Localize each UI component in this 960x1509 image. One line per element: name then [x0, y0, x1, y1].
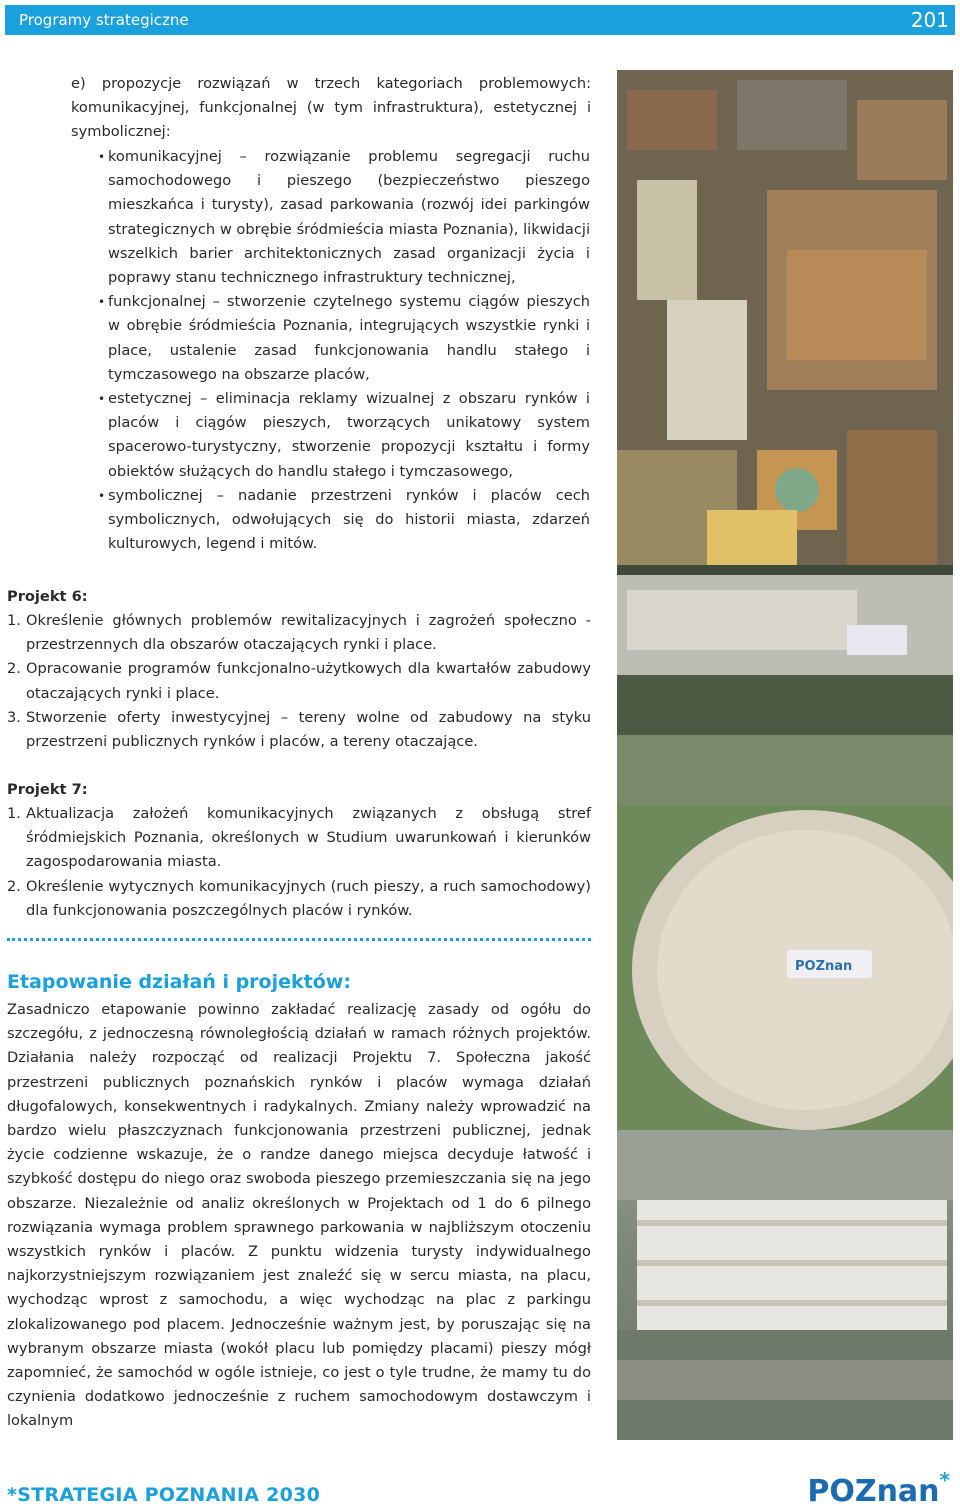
poznan-logo — [807, 1468, 950, 1509]
page-header — [5, 5, 955, 35]
list-item: 1. Określenie głównych problemów rewitalizacyjnych i zagrożeń społeczno - przestrzennych dla obszarów otaczających rynki i place. — [7, 612, 591, 654]
bullet-item: • komunikacyjnej – rozwiązanie problemu segregacji ruchu samochodowego i pieszego (bezpieczeństwo pieszego mieszkańca i turysty), zasad parkowania (rozwój idei parkingów strategicznych w obrębie śródmieścia miasta Poznania), likwidacji wszelkich barier architektonicznych zasad organizacji życia i poprawy stanu technicznego infrastruktury technicznej, — [108, 145, 590, 290]
section-title: Programy strategiczne — [19, 11, 189, 29]
category-bullet-list — [108, 145, 590, 556]
etapowanie-paragraph: Zasadniczo etapowanie powinno zakładać realizację zasady od ogółu do szczegółu, z jednoczesną równoległością działań w ramach różnych projektów. Działania należy rozpocząć od realizacji Projektu 7. Społeczna jakość przestrzeni publicznych poznańskich rynków i placów wymaga działań długofalowych, konsekwentnych i radykalnych. Zmiany należy wprowadzić na bardzo wielu płaszczyznach funkcjonowania przestrzeni publicznej, jednak życie codzienne wskazuje, że o randze danego miejsca decyduje łatwość i szybkość dostępu do niego oraz swoboda pieszego przemieszczania się na jego obszarze. Niezależnie od analiz określonych w Projektach od 1 do 6 pilnego rozwiązania wymaga problem sprawnego parkowania w najbliższym otoczeniu wszystkich rynków i placów. Z punktu widzenia turysty indywidualnego najkorzystniejszym rozwiązaniem jest znaleźć się w sercu miasta, na placu, wychodząc wprost z samochodu, a więc wychodząc na plac z parkingu zlokalizowanego pod placem. Jednocześnie ważnym jest, by poruszając się na wybranym obszarze miasta (wokół placu lub pomiędzy placami) pieszy mógł zapomnieć, że samochód w ogóle istnieje, co jest o tyle trudne, że mamy tu do czynienia dodatkowo jednocześnie z ruchem samochodowym dostawczym i lokalnym — [7, 1001, 591, 1430]
list-item: 2. Opracowanie programów funkcjonalno-użytkowych dla kwartałów zabudowy otaczających rynki i place. — [7, 660, 591, 702]
aerial-photo-drawing — [617, 70, 953, 1440]
projekt6-list — [7, 609, 591, 754]
projekt6-heading: Projekt 6: — [7, 588, 88, 605]
dotted-divider — [7, 938, 591, 941]
plaza-sign: POZnan — [795, 959, 853, 974]
bullet-item: • symbolicznej – nadanie przestrzeni rynków i placów cech symbolicznych, odwołujących się do historii miasta, zdarzeń kulturowych, legend i mitów. — [108, 484, 590, 557]
page-number: 201 — [910, 8, 949, 32]
projekt7-heading: Projekt 7: — [7, 781, 88, 798]
logo-text: POZnan — [807, 1474, 940, 1509]
footer-strategy-label: *STRATEGIA POZNANIA 2030 — [7, 1484, 321, 1506]
projekt7-list — [7, 802, 591, 923]
etapowanie-heading: Etapowanie działań i projektów: — [7, 971, 351, 993]
aerial-photo — [617, 70, 953, 1440]
list-item: 2. Określenie wytycznych komunikacyjnych (ruch pieszy, a ruch samochodowy) dla funkcjonowania poszczególnych placów i rynków. — [7, 877, 591, 919]
bullet-item: • funkcjonalnej – stworzenie czytelnego systemu ciągów pieszych w obrębie śródmieścia Poznania, integrujących wszystkie rynki i place, ustalenie zasad funkcjonowania handlu stałego i tymczasowego na obszarze placów, — [108, 290, 590, 387]
projekt6-section — [7, 585, 591, 754]
projekt7-section — [7, 778, 591, 923]
list-item: 1. Aktualizacja założeń komunikacyjnych związanych z obsługą stref śródmiejskich Poznania, określonych w Studium uwarunkowań i kierunków zagospodarowania miasta. — [7, 805, 591, 871]
intro-paragraph: e) propozycje rozwiązań w trzech kategoriach problemowych: komunikacyjnej, funkcjonalnej (w tym infrastruktura), estetycznej i symbolicznej: — [71, 75, 591, 141]
bullet-item: • estetycznej – eliminacja reklamy wizualnej z obszaru rynków i placów i ciągów pieszych, tworzących unikatowy system spacerowo-turystyczny, stworzenie propozycji kształtu i formy obiektów służących do handlu stałego i tymczasowego, — [108, 387, 590, 484]
list-item: 3. Stworzenie oferty inwestycyjnej – tereny wolne od zabudowy na styku przestrzeni publicznych rynków i placów, a tereny otaczające. — [7, 708, 591, 751]
logo-star: * — [939, 1468, 950, 1492]
